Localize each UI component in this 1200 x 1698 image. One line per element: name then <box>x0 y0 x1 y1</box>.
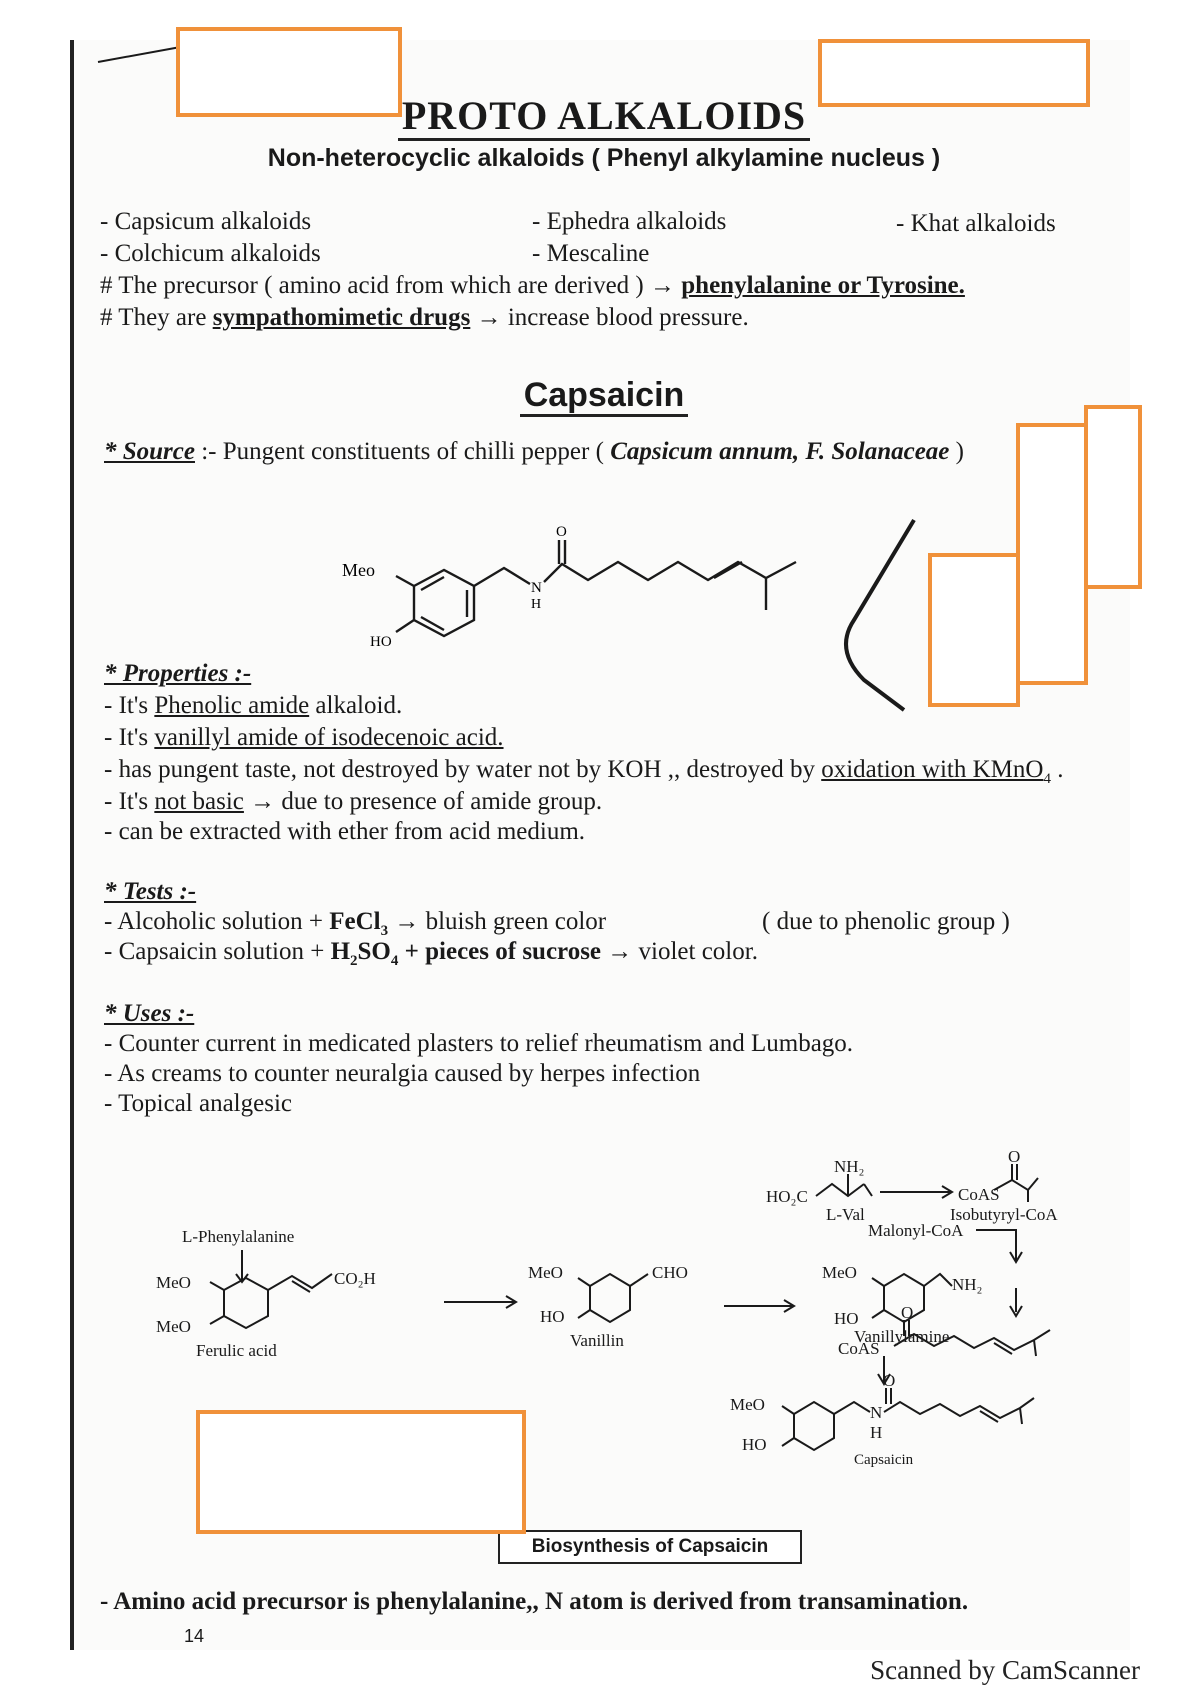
lval-label: L-Val <box>826 1205 865 1224</box>
vanillylamine-nh2: NH₂ <box>952 1275 983 1294</box>
capsaicin-heading: Capsaicin <box>74 376 1134 415</box>
biosynthesis-caption: Biosynthesis of Capsaicin <box>498 1530 802 1564</box>
lphe-label: L-Phenylalanine <box>182 1227 295 1246</box>
ferulic-meo-1: MeO <box>156 1273 191 1292</box>
ho-label: HO <box>370 634 392 650</box>
property-1: - It's Phenolic amide alkaloid. <box>104 692 403 719</box>
redaction-box-5 <box>928 553 1020 707</box>
type-capsicum: - Capsicum alkaloids <box>100 208 312 235</box>
redaction-box-6 <box>196 1410 526 1534</box>
scanner-watermark: Scanned by CamScanner <box>870 1655 1140 1685</box>
amide-h-label: H <box>531 597 542 612</box>
capsaicin-structure <box>334 520 834 695</box>
vanillin-meo: MeO <box>528 1263 563 1282</box>
acyl-coas: CoAS <box>838 1339 880 1358</box>
acyl-o: O <box>901 1303 914 1322</box>
test-2: - Capsaicin solution + $H_2SO_4$ + pieces of sucrose → violet color. <box>104 938 758 969</box>
redaction-box-4 <box>1016 423 1088 685</box>
precursor-prefix: # The precursor ( amino acid from which are derived ) → <box>100 272 676 299</box>
redaction-box-3 <box>1084 405 1142 589</box>
vanillylamine-ho: HO <box>834 1309 859 1328</box>
ferulic-meo-2: MeO <box>156 1317 191 1336</box>
precursor-line <box>100 272 965 300</box>
use-2: - As creams to counter neuralgia caused by herpes infection <box>104 1060 701 1087</box>
redaction-box-2 <box>818 39 1090 107</box>
sympathomimetic-prefix: # They are <box>100 304 207 331</box>
page-number: 14 <box>184 1626 205 1646</box>
vanillin-cho: CHO <box>652 1263 688 1282</box>
ferulic-co2h: CO₂H <box>334 1269 376 1288</box>
capsaicin-final-ho: HO <box>742 1435 767 1454</box>
scanned-page <box>70 40 1130 1650</box>
type-khat: - Khat alkaloids <box>896 210 1056 237</box>
property-4: - It's not basic → due to presence of amide group. <box>104 788 603 815</box>
meo-label: Meo <box>342 560 375 580</box>
redaction-box-1 <box>176 27 402 117</box>
use-3: - Topical analgesic <box>104 1090 292 1117</box>
page-title: PROTO ALKALOIDS <box>74 92 1134 139</box>
amide-n-label: N <box>531 580 542 596</box>
type-ephedra: - Ephedra alkaloids <box>532 208 727 235</box>
footer-note: - Amino acid precursor is phenylalanine,, N atom is derived from transamination. <box>100 1588 969 1615</box>
capsaicin-final-n: N <box>870 1403 883 1422</box>
precursor-value: phenylalanine or Tyrosine. <box>681 272 965 299</box>
ferulic-ring <box>224 1278 268 1328</box>
tests-heading: * Tests :- <box>104 878 197 905</box>
source-text: :- Pungent constituents of chilli pepper ( <box>201 438 604 465</box>
benzene-ring <box>414 570 474 636</box>
sympathomimetic-line <box>100 304 749 332</box>
source-label: * Source <box>104 438 195 465</box>
vanillin-ho: HO <box>540 1307 565 1326</box>
ferulic-label: Ferulic acid <box>196 1341 277 1360</box>
carbonyl-o-label: O <box>556 524 567 540</box>
page-subtitle: Non-heterocyclic alkaloids ( Phenyl alkylamine nucleus ) <box>267 144 941 172</box>
use-1: - Counter current in medicated plasters to relief rheumatism and Lumbago. <box>104 1030 854 1057</box>
sympathomimetic-term: sympathomimetic drugs <box>212 304 471 331</box>
capsaicin-final-meo: MeO <box>730 1395 765 1414</box>
vanillylamine-label: Vanillylamine <box>854 1327 950 1346</box>
isobutyryl-label: Isobutyryl-CoA <box>950 1205 1058 1224</box>
property-2: - It's vanillyl amide of isodecenoic acid. <box>104 724 504 751</box>
property-5: - can be extracted with ether from acid medium. <box>104 818 586 845</box>
capsaicin-final-label: Capsaicin <box>854 1452 914 1468</box>
capsaicin-final-h: H <box>870 1423 883 1442</box>
isobutyryl-coas: CoAS <box>958 1185 1000 1204</box>
source-latin: Capsicum annum, F. Solanaceae <box>610 438 950 465</box>
type-mescaline: - Mescaline <box>532 240 650 267</box>
isobutyryl-o: O <box>1008 1147 1021 1166</box>
uses-heading: * Uses :- <box>104 1000 195 1027</box>
source-end: ) <box>955 438 964 465</box>
test-1: - Alcoholic solution + FeCl$_3$ → bluish green color <box>104 908 607 939</box>
vanillin-label: Vanillin <box>570 1331 624 1350</box>
capsaicin-final-o: O <box>883 1371 896 1390</box>
properties-heading: * Properties :- <box>104 660 252 687</box>
malonyl-label: Malonyl-CoA <box>868 1221 964 1240</box>
test-1-note: ( due to phenolic group ) <box>762 908 1010 935</box>
property-3: - has pungent taste, not destroyed by water not by KOH ,, destroyed by oxidation with KMnO$_4$ . <box>104 756 1064 787</box>
type-colchicum: - Colchicum alkaloids <box>100 240 321 267</box>
sympathomimetic-suffix: → increase blood pressure. <box>476 304 749 331</box>
capsaicin-final-ring <box>794 1402 834 1450</box>
vanillin-ring <box>590 1274 630 1322</box>
lval-nh2: NH₂ <box>834 1157 865 1176</box>
lval-ho2c: HO₂C <box>766 1187 808 1206</box>
vanillylamine-meo: MeO <box>822 1263 857 1282</box>
